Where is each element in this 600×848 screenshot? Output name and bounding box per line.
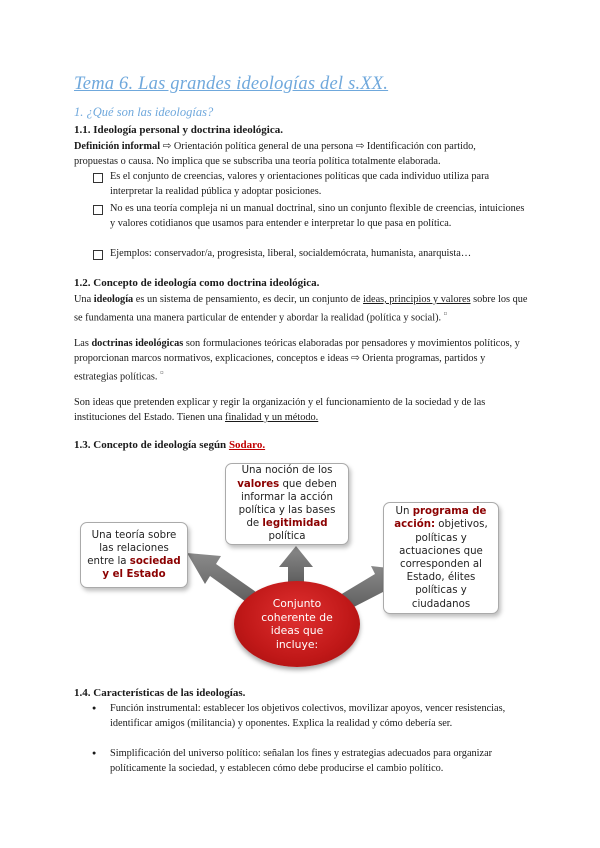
heading-1-2: 1.2. Concepto de ideología como doctrina ideológica. (74, 277, 320, 289)
checklist-item-2: No es una teoría compleja ni un manual doctrinal, sino un conjunto flexible de creencias, intuiciones y valores cotidianos que usamos para entender e interpretar lo que pasa en política. (110, 203, 525, 229)
p1-text-e: sobre los que se fundamenta una manera particular de entender y abordar la realidad (política y social). (74, 294, 528, 324)
definition-label: Definición informal (74, 141, 161, 152)
section-subtitle: 1. ¿Qué son las ideologías? (74, 105, 214, 119)
box-program-text-c: objetivos, políticas y actuaciones que corresponden al Estado, élites políticas y ciudadanos (399, 519, 488, 610)
box-theory-text-a: Una teoría sobre las relaciones entre la (87, 529, 177, 567)
heading-1-4: 1.4. Características de las ideologías. (74, 687, 246, 699)
arrow-left (187, 553, 256, 604)
p1-text-a: Una (74, 294, 94, 305)
p2-term-doctrinas: doctrinas ideológicas (91, 338, 184, 349)
checklist-item-1: Es el conjunto de creencias, valores y orientaciones políticas que cada individuo utiliza para interpretar la realidad pública y adoptar posiciones. (110, 171, 490, 197)
footnote-mark: ¤ (160, 369, 164, 377)
p2-text-c: son formulaciones teóricas elaboradas por pensadores y movimientos políticos, y proporcionan marcos normativos, explicaciones, conceptos e ideas ⇨ Orienta programas, partidos y estrategias políticas. (74, 338, 520, 383)
heading-1-1: 1.1. Ideología personal y doctrina ideológica. (74, 124, 283, 136)
box-values-text-c: que deben informar la acción política y las bases de (238, 478, 337, 530)
bullet-item-1: Función instrumental: establecer los objetivos colectivos, movilizar apoyos, vencer resistencias, identificar amigos (militancia) y oponentes. Explica la realidad y cómo debería ser. (110, 703, 506, 729)
p1-text-c: es un sistema de pensamiento, es decir, un conjunto de (133, 294, 363, 305)
bullet-icon: ● (92, 704, 97, 712)
definition-text-b: propuestas o causa. No implica que se subscriba una teoría política totalmente elaborada. (74, 156, 441, 167)
box-values-text-a: Una noción de los (241, 465, 333, 477)
box-program-text-a: Un (395, 506, 413, 518)
p3-underlined-finalidad: finalidad y un método. (225, 412, 319, 423)
diagram-center-circle (234, 581, 360, 667)
box-values-highlight-valores: valores (237, 478, 280, 490)
p3-text-a: Son ideas que pretenden explicar y regir la organización y el funcionamiento de la sociedad y de las instituciones del Estado. Tienen una (74, 397, 486, 423)
box-theory-highlight: sociedad y el Estado (102, 556, 181, 581)
p1-underlined-ideas: ideas, principios y valores (363, 294, 471, 305)
bullet-icon: ● (92, 749, 97, 757)
footnote-mark: ¤ (443, 310, 448, 318)
checklist-item-3: Ejemplos: conservador/a, progresista, liberal, socialdemócrata, humanista, anarquista… (110, 248, 472, 259)
diagram-box-values (225, 463, 349, 545)
bullet-item-2: Simplificación del universo político: señalan los fines y estrategias adecuados para organizar políticamente la sociedad, y establecen cómo debe producirse el cambio político. (110, 748, 493, 774)
box-values-text-e: política (268, 531, 306, 543)
diagram-box-theory (80, 522, 188, 588)
definition-text-a: ⇨ Orientación política general de una persona ⇨ Identificación con partido, (160, 141, 476, 152)
sodaro-link[interactable]: Sodaro. (228, 439, 266, 451)
p2-text-a: Las (74, 338, 92, 349)
diagram-box-program (383, 502, 499, 614)
arrow-up (279, 546, 313, 583)
box-program-highlight: programa de acción: (394, 506, 487, 531)
heading-1-3-text: 1.3. Concepto de ideología según (74, 439, 229, 451)
box-values-highlight-legitimidad: legitimidad (262, 518, 328, 530)
p1-term-ideologia: ideología (93, 294, 134, 305)
page-title: Tema 6. Las grandes ideologías del s.XX. (74, 74, 389, 94)
center-circle-label: Conjunto coherente de ideas que incluye: (261, 597, 333, 651)
